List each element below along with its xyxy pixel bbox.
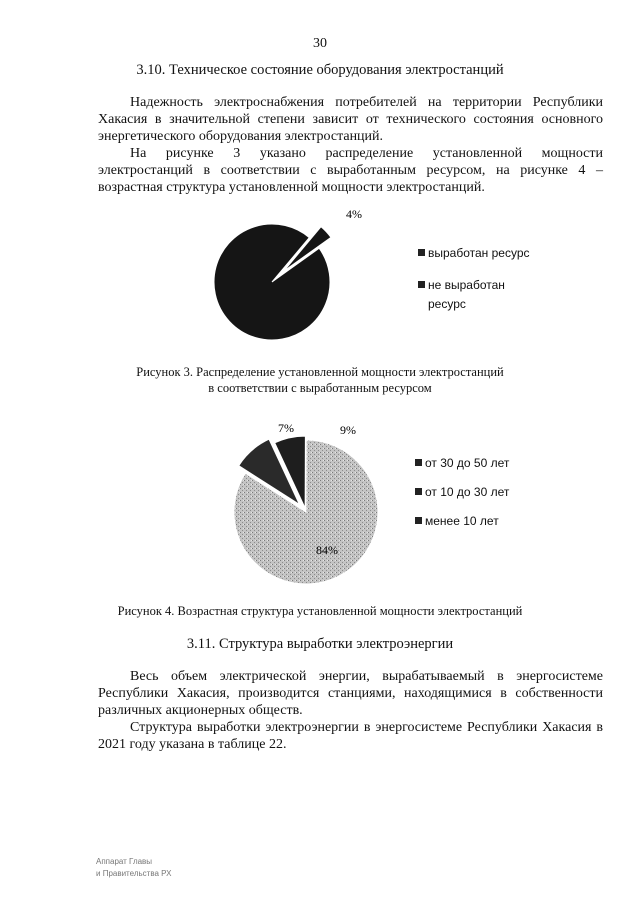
legend-label: от 10 до 30 лет <box>425 485 510 499</box>
legend-swatch <box>415 459 422 466</box>
legend-swatch <box>415 488 422 495</box>
data-label-not-depleted: 4% <box>346 207 362 221</box>
section-3-11-title: 3.11. Структура выработки электроэнергии <box>186 636 454 652</box>
caption-line: Рисунок 3. Распределение установленной мощности электростанций <box>136 365 504 379</box>
legend-label-continued: ресурс <box>428 297 466 311</box>
signature-stamp <box>96 856 171 880</box>
figure-3-chart <box>200 200 400 360</box>
page-number: 30 <box>313 36 327 51</box>
legend-item-depleted <box>418 244 530 263</box>
legend-swatch <box>418 281 425 288</box>
caption-line: в соответствии с выработанным ресурсом <box>208 381 432 395</box>
paragraph: На рисунке 3 указано распределение установленной мощности электростанций в соответствии с выработанным ресурсом, на рисунке 4 – возрастная структура установленной мощности электростанций. <box>98 146 603 195</box>
legend-label: от 30 до 50 лет <box>425 456 510 470</box>
figure-4-caption: Рисунок 4. Возрастная структура установленной мощности электростанций <box>117 604 523 618</box>
stamp-line: Аппарат Главы <box>96 857 153 866</box>
section-3-11-body <box>98 668 603 753</box>
data-label-30-50: 7% <box>278 421 294 435</box>
legend-label: менее 10 лет <box>425 514 499 528</box>
figure-4-pie <box>234 436 378 584</box>
section-3-10-title: 3.10. Техническое состояние оборудования электростанций <box>136 62 504 78</box>
figure-3-legend <box>418 244 530 314</box>
figure-3-caption <box>0 364 640 396</box>
legend-swatch <box>418 249 425 256</box>
legend-item-under-10 <box>415 512 509 531</box>
data-label-10-30: 84% <box>316 543 338 557</box>
legend-label: выработан ресурс <box>428 246 530 260</box>
legend-item-not-depleted <box>418 276 530 314</box>
legend-item-10-30 <box>415 483 509 502</box>
figure-4-chart <box>220 412 400 597</box>
data-label-under-10: 9% <box>340 423 356 437</box>
figure-4-legend <box>415 454 509 531</box>
legend-item-30-50 <box>415 454 509 473</box>
paragraph: Структура выработки электроэнергии в энергосистеме Республики Хакасия в 2021 году указана в таблице 22. <box>98 720 603 752</box>
paragraph: Весь объем электрической энергии, вырабатываемый в энергосистеме Республики Хакасия, производится станциями, находящимися в собственности различных акционерных обществ. <box>98 669 603 718</box>
paragraph: Надежность электроснабжения потребителей на территории Республики Хакасия в значительной степени зависит от технического состояния основного энергетического оборудования электростанций. <box>98 95 603 144</box>
stamp-line: и Правительства РХ <box>96 869 172 878</box>
legend-label: не выработан <box>428 278 505 292</box>
section-3-10-body <box>98 94 603 196</box>
legend-swatch <box>415 517 422 524</box>
figure-3-pie <box>214 224 331 340</box>
